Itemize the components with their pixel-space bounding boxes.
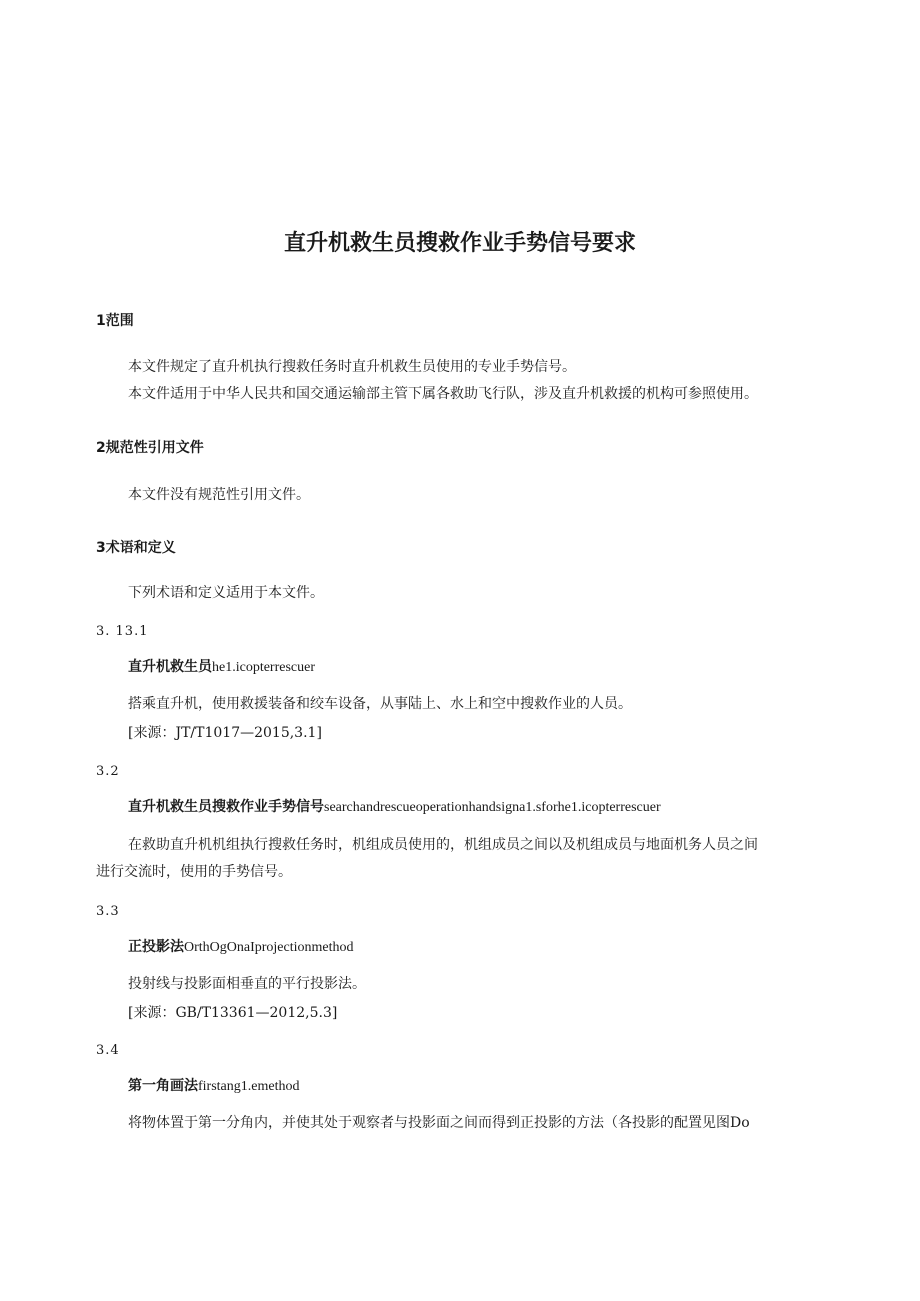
term-title	[128, 796, 661, 816]
term-definition-line-2: 进行交流时，使用的手势信号。	[96, 864, 292, 880]
term-title	[128, 936, 354, 956]
section-heading-scope: 1范围	[96, 313, 134, 329]
term-title-en: OrthOgOnaIprojectionmethod	[184, 940, 354, 955]
term-title-zh: 直升机救生员搜救作业手势信号	[128, 799, 324, 815]
term-number: 3.3	[96, 904, 120, 919]
document-title: 直升机救生员搜救作业手势信号要求	[283, 231, 636, 256]
term-number: 3.4	[96, 1043, 120, 1058]
term-title-zh: 正投影法	[128, 939, 184, 955]
section-heading-terms: 3术语和定义	[96, 540, 176, 556]
term-title	[128, 656, 315, 676]
terms-intro-paragraph: 下列术语和定义适用于本文件。	[128, 585, 324, 601]
term-title-zh: 第一角画法	[128, 1078, 198, 1094]
term-definition: 将物体置于第一分角内，并使其处于观察者与投影面之间而得到正投影的方法（各投影的配置见图Do	[128, 1115, 750, 1131]
scope-paragraph-2: 本文件适用于中华人民共和国交通运输部主管下属各救助飞行队，涉及直升机救援的机构可参照使用。	[128, 386, 758, 402]
term-definition: 搭乘直升机，使用救援装备和绞车设备，从事陆上、水上和空中搜救作业的人员。	[128, 696, 632, 712]
term-title	[128, 1075, 299, 1095]
term-definition: 投射线与投影面相垂直的平行投影法。	[128, 976, 366, 992]
section-heading-normative-references: 2规范性引用文件	[96, 440, 204, 456]
term-title-en: he1.icopterrescuer	[212, 660, 315, 675]
term-source: [来源：JT/T1017—2015,3.1]	[128, 725, 322, 741]
scope-paragraph-1: 本文件规定了直升机执行搜救任务时直升机救生员使用的专业手势信号。	[128, 359, 576, 375]
term-source: [来源：GB/T13361—2012,5.3]	[128, 1005, 338, 1021]
term-title-zh: 直升机救生员	[128, 659, 212, 675]
term-title-en: searchandrescueoperationhandsigna1.sforhe1.icopterrescuer	[324, 800, 661, 815]
term-title-en: firstang1.emethod	[198, 1079, 300, 1094]
term-number: 3.2	[96, 764, 120, 779]
term-number: 3. 13.1	[96, 624, 149, 639]
term-definition-line-1: 在救助直升机机组执行搜救任务时，机组成员使用的，机组成员之间以及机组成员与地面机务人员之间	[128, 837, 758, 853]
normative-references-paragraph: 本文件没有规范性引用文件。	[128, 487, 310, 503]
